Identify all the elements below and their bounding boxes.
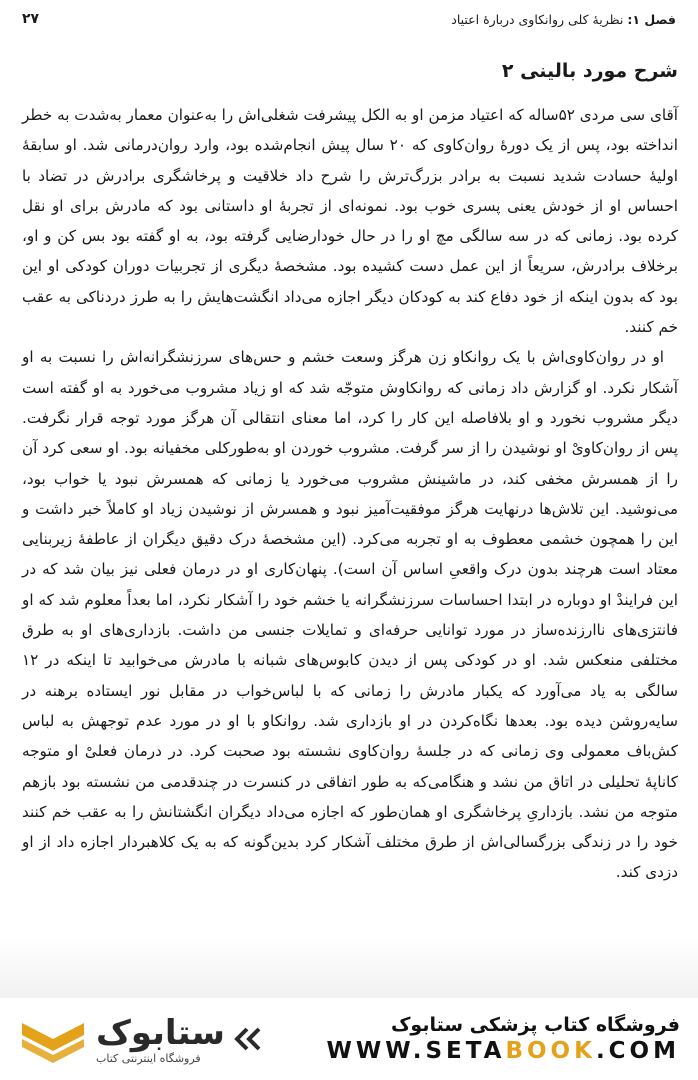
logo-word: ستابوک xyxy=(96,1012,225,1053)
body-text xyxy=(22,100,678,888)
store-info xyxy=(327,1014,680,1064)
running-header xyxy=(22,6,676,32)
section-title: شرح مورد بالینی ۲ xyxy=(501,60,678,82)
paragraph: او در روان‌کاوی‌اش با یک روانکاو زن هرگز وسعت خشم و حس‌های سرزنشگرانه‌اش را نسبت به او آشکار نکرد. او گزارش داد زمانی که روانکاوش متوجّه شد که او زیاد مشروب می‌خورد به او گفته است دیگر مشروب نخورد و او بلافاصله این کار را کرد، اما معنای انتقالی آن هرگز مورد توجه قرار نگرفت. پس از روان‌کاویْ او نوشیدن را از سر گرفت. مشروب خوردن او به‌طورکلی مخفیانه بود. او سعی کرد آن را از همسرش مخفی کند، در ماشینش مشروب می‌خورد یا زمانی که همسرش نبود یا خواب بود، می‌نوشید. این تلاش‌ها درنهایت هرگز موفقیت‌آمیز نبود و همسرش از نوشیدن زیاد او کاملاً خبر داشت و این را همچون خشمی معطوف به او تجربه می‌کرد. (این مشخصهٔ درک دقیق دیگران از عاطفهٔ زیربنایی معتاد است هرچند بدون درک واقعیِ اساس آن است). پنهان‌کاری او در درمان فعلی نیز بیان شد که در این فرایندْ او دوباره در ابتدا احساسات سرزنشگرانه یا خشم خود را آشکار نکرد، اما بعداً معلوم شد که او فانتزی‌های ناارزنده‌ساز در مورد توانایی حرفه‌ای و تمایلات جنسی من داشت. بازداری‌های او به طرق مختلفی منعکس شد. او در کودکی پس از دیدن کابوس‌های شبانه با مادرش می‌خوابید تا اینکه در ۱۲ سالگی به یاد می‌آورد که یکبار مادرش را زمانی که با لباس‌خواب در مقابل نور ایستاده برهنه در سایه‌روشن دیده بود. بعدها نگاه‌کردن در او بازداری شد. روانکاو با او در مورد عدم توجهش به لباس کش‌باف معمولی وی زمانی که در جلسهٔ روان‌کاوی نشسته بود صحبت کرد. در درمان فعلیْ او متوجه کاناپهٔ تحلیلی در اتاق من نشد و هنگامی‌که به طور اتفاقی در کنسرت در چندقدمی من نشسته بود بازهم متوجه من نشد. بازداریِ پرخاشگری او همان‌طور که اجازه می‌داد دیگران انگشتانش را به عقب خم کنند خود را در زندگی بزرگسالی‌اش از طرق مختلف آشکار کرد بدین‌گونه که به یک کلاهبردار اجازه داد از او دزدی کند. xyxy=(22,348,678,882)
url-part-1: WWW.SETA xyxy=(326,1038,506,1064)
page-number: ۲۷ xyxy=(22,11,40,27)
chapter-title: نظریهٔ کلی روانکاوی دربارهٔ اعتیاد xyxy=(451,11,624,27)
double-chevron-left-icon xyxy=(233,1024,263,1054)
logo-subtitle: فروشگاه اینترنتی کتاب xyxy=(96,1051,201,1065)
chevron-logo-icon xyxy=(18,1013,88,1065)
paragraph: آقای سی مردی ۵۲ساله که اعتیاد مزمن او به الکل پیشرفت شغلی‌اش را به‌عنوان معمار به‌شدت به خطر انداخته بود، پس از یک دورهٔ روان‌کاوی که ۲۰ سال پیش انجام‌شده بود، وارد روان‌درمانی شد. او سابقهٔ اولیهٔ حسادت شدید نسبت به برادر بزرگ‌ترش را شرح داد خلاقیت و پرخاشگری برادرش در تضاد با احساس او از خودش یعنی پسری خوب بود. نمونه‌ای از تجربهٔ او داستانی بود که مادرش برای او نقل کرده بود. زمانی که در سه سالگی مچ او را در حال خودارضایی گرفته بود، به او گفته بود بس کن و او، برخلاف برادرش، سریعاً از این عمل دست کشیده بود. مشخصهٔ دیگری از تجربیات دوران کودکی او این بود که بدون اینکه از خود دفاع کند به کودکان دیگر اجازه می‌داد انگشت‌هایش را به طرز دردناکی به عقب خم کنند. xyxy=(22,106,679,337)
footer-fade xyxy=(0,938,698,998)
url-part-3: .COM xyxy=(595,1038,680,1064)
store-url[interactable] xyxy=(327,1038,680,1064)
url-part-2: BOOK xyxy=(505,1038,596,1064)
store-logo xyxy=(18,1013,263,1065)
running-title xyxy=(451,12,676,27)
store-name: فروشگاه کتاب پزشکی ستابوک xyxy=(390,1014,680,1036)
watermark-footer xyxy=(0,998,698,1080)
chapter-label: فصل ۱: xyxy=(627,11,676,27)
